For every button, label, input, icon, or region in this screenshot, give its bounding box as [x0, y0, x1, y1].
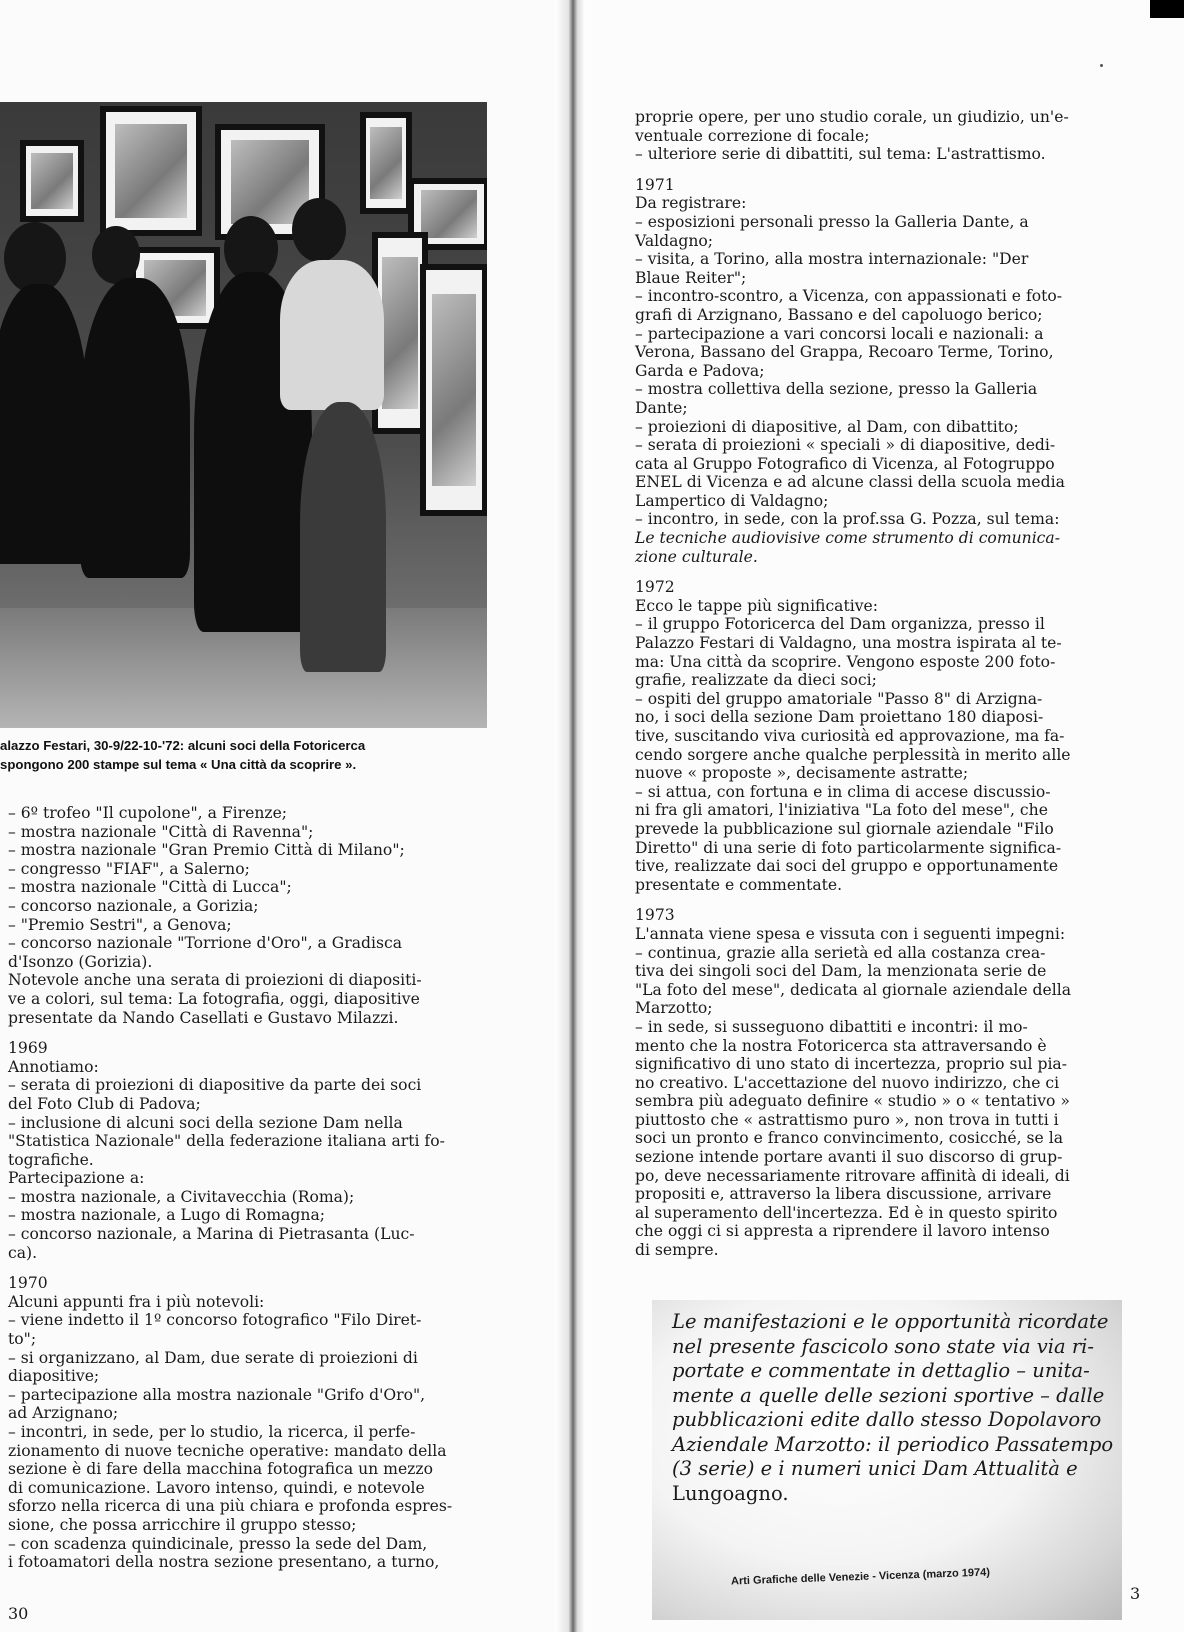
year-heading-1969: 1969 [8, 1039, 48, 1058]
text-line: – viene indetto il 1º concorso fotografico "Filo Diret- [8, 1311, 422, 1330]
page-number-left: 30 [8, 1604, 29, 1623]
text-line: ad Arzignano; [8, 1404, 119, 1423]
text-line: – mostra nazionale, a Civitavecchia (Roma); [8, 1187, 355, 1206]
year-heading-1971: 1971 [635, 175, 675, 194]
text-line: zionamento di nuove tecniche operative: mandato della [8, 1441, 447, 1460]
book-spine [555, 0, 585, 1632]
text-line: – il gruppo Fotoricerca del Dam organizza, presso il [635, 615, 1045, 634]
text-line: no creativo. L'accettazione del nuovo indirizzo, che ci [635, 1073, 1060, 1092]
text-line: "Statistica Nazionale" della federazione italiana arti fo- [8, 1132, 445, 1151]
text-line: significativo di uno stato di incertezza, proprio sul pia- [635, 1055, 1068, 1074]
corner-mark [1150, 0, 1184, 18]
text-line: Partecipazione a: [8, 1169, 145, 1188]
text-line: presentate e commentate. [635, 875, 843, 894]
text-line: L'annata viene spesa e vissuta con i seguenti impegni: [635, 924, 1066, 943]
text-line: soci un pronto e franco convincimento, cosicché, se la [635, 1129, 1064, 1148]
text-line: – serata di proiezioni di diapositive da parte dei soci [8, 1076, 422, 1095]
caption-line: spongono 200 stampe sul tema « Una città da scoprire ». [0, 757, 357, 772]
text-line: to"; [8, 1330, 37, 1349]
text-line: – mostra nazionale "Città di Lucca"; [8, 878, 292, 897]
text-line: proprie opere, per uno studio corale, un giudizio, un'e- [635, 108, 1069, 126]
text-line: che oggi ci si appresta a riprendere il lavoro intenso [635, 1222, 1050, 1241]
text-line: no, i soci della sezione Dam proiettano 180 diaposi- [635, 708, 1044, 727]
text-line: – visita, a Torino, alla mostra internazionale: "Der [635, 250, 1029, 269]
text-line: Garda e Padova; [635, 361, 765, 380]
text-line: – ospiti del gruppo amatoriale "Passo 8" di Arzigna- [635, 689, 1043, 708]
text-line: ve a colori, sul tema: La fotografia, oggi, diapositive [8, 989, 420, 1008]
quote-line: Le manifestazioni e le opportunità ricordate [672, 1310, 1109, 1333]
text-line: – incontro, in sede, con la prof.ssa G. Pozza, sul tema: [635, 510, 1060, 529]
exhibition-photo [0, 102, 487, 728]
text-line: prevede la pubblicazione sul giornale aziendale "Filo [635, 819, 1054, 838]
text-line: ni fra gli amatori, l'iniziativa "La foto del mese", che [635, 801, 1048, 820]
text-line: tiva dei singoli soci del Dam, la menzionata serie de [635, 962, 1047, 981]
quote-line: Lungoagno. [672, 1481, 789, 1505]
text-line: Verona, Bassano del Grappa, Recoaro Terme, Torino, [635, 343, 1054, 362]
text-line: – esposizioni personali presso la Galleria Dante, a [635, 212, 1029, 231]
text-line: Alcuni appunti fra i più notevoli: [8, 1292, 265, 1311]
text-line: – congresso "FIAF", a Salerno; [8, 859, 250, 878]
text-line: – 6º trofeo "Il cupolone", a Firenze; [8, 804, 288, 822]
text-line: cata al Gruppo Fotografico di Vicenza, al Fotogruppo [635, 454, 1055, 473]
text-line: – incontri, in sede, per lo studio, la ricerca, il perfe- [8, 1423, 416, 1441]
text-line: sezione intende portare avanti il suo discorso di grup- [635, 1148, 1063, 1167]
text-line: nuove « proposte », decisamente astratte; [635, 764, 969, 783]
text-line: cendo sorgere anche qualche perplessità in merito alle [635, 745, 1071, 764]
text-line: di sempre. [635, 1241, 719, 1260]
text-line: – proiezioni di diapositive, al Dam, con dibattito; [635, 417, 1019, 436]
text-line: Da registrare: [635, 194, 747, 213]
right-text-column [635, 108, 1175, 1260]
text-line: piuttosto che « astrattismo puro », non trova in tutti i [635, 1110, 1059, 1129]
printer-imprint: Arti Grafiche delle Venezie - Vicenza (marzo 1974) [730, 1566, 991, 1588]
text-line: "La foto del mese", dedicata al giornale aziendale della [635, 980, 1072, 999]
text-line: – serata di proiezioni « speciali » di diapositive, dedi- [635, 436, 1056, 455]
text-line: – con scadenza quindicinale, presso la sede del Dam, [8, 1534, 428, 1553]
text-line: sione, che possa arricchire il gruppo stesso; [8, 1515, 357, 1534]
text-line: ca). [8, 1243, 38, 1262]
text-line: – continua, grazie alla serietà ed alla costanza crea- [635, 943, 1046, 962]
text-line: – concorso nazionale "Torrione d'Oro", a Gradisca [8, 934, 402, 953]
text-line: Dante; [635, 398, 688, 417]
quote-line: mente a quelle delle sezioni sportive – dalle [672, 1383, 1105, 1407]
quote-line: (3 serie) e i numeri unici Dam Attualità e [672, 1457, 1078, 1480]
text-line: – mostra nazionale, a Lugo di Romagna; [8, 1206, 325, 1225]
speck [1100, 64, 1103, 67]
text-line: – concorso nazionale, a Marina di Pietrasanta (Luc- [8, 1225, 415, 1244]
left-text-column [8, 804, 548, 1572]
text-line: del Foto Club di Padova; [8, 1094, 201, 1113]
left-page [0, 0, 578, 1632]
text-line: mento che la nostra Fotoricerca sta attraversando è [635, 1036, 1047, 1055]
text-line: Notevole anche una serata di proiezioni di diapositi- [8, 971, 422, 990]
text-line: tografiche. [8, 1150, 94, 1169]
quote-line: pubblicazioni edite dallo stesso Dopolavoro [672, 1408, 1102, 1431]
text-line: – si organizzano, al Dam, due serate di proiezioni di [8, 1348, 418, 1367]
text-line: – mostra nazionale "Città di Ravenna"; [8, 822, 314, 841]
text-line: presentate da Nando Casellati e Gustavo Milazzi. [8, 1008, 399, 1027]
text-line: grafie, realizzate da dieci soci; [635, 671, 877, 690]
text-line: – partecipazione alla mostra nazionale "Grifo d'Oro", [8, 1385, 426, 1404]
text-line: tive, realizzate dai soci del gruppo e opportunamente [635, 857, 1059, 876]
text-line: Annotiamo: [8, 1057, 99, 1076]
text-line: po, deve necessariamente ritrovare affinità di ideali, di [635, 1166, 1070, 1185]
year-heading-1970: 1970 [8, 1274, 48, 1293]
text-line: Lampertico di Valdagno; [635, 491, 829, 510]
text-line: Palazzo Festari di Valdagno, una mostra ispirata al te- [635, 634, 1062, 653]
text-line: Ecco le tappe più significative: [635, 596, 879, 615]
text-line: – inclusione di alcuni soci della sezione Dam nella [8, 1113, 403, 1132]
text-line: – "Premio Sestri", a Genova; [8, 915, 232, 934]
text-line: sforzo nella ricerca di una più chiara e profonda espres- [8, 1497, 453, 1516]
text-line: – si attua, con fortuna e in clima di accese discussio- [635, 782, 1051, 801]
caption-line: alazzo Festari, 30-9/22-10-'72: alcuni soci della Fotoricerca [0, 738, 366, 753]
text-line: tive, suscitando viva curiosità ed approvazione, ma fa- [635, 727, 1065, 745]
text-line: – ulteriore serie di dibattiti, sul tema: L'astrattismo. [635, 145, 1046, 164]
text-line: ENEL di Vicenza e ad alcune classi della scuola media [635, 473, 1065, 492]
quote-line: portate e commentate in dettaglio – unita- [672, 1359, 1090, 1382]
text-line: al superamento dell'incertezza. Ed è in questo spirito [635, 1203, 1058, 1222]
quote-line: nel presente fascicolo sono state via via ri- [672, 1334, 1094, 1358]
text-line: ma: Una città da scoprire. Vengono esposte 200 foto- [635, 652, 1056, 671]
text-line: – partecipazione a vari concorsi locali e nazionali: a [635, 324, 1044, 343]
text-line: ventuale correzione di focale; [635, 126, 870, 145]
text-line: zione culturale. [635, 547, 758, 566]
text-line: – concorso nazionale, a Gorizia; [8, 896, 259, 915]
text-line: Marzotto; [635, 999, 713, 1018]
text-line: i fotoamatori della nostra sezione presentano, a turno, [8, 1553, 440, 1572]
text-line: propositi e, attraverso la libera discussione, arrivare [635, 1185, 1052, 1204]
text-line: grafi di Arzignano, Bassano e del capoluogo berico; [635, 305, 1043, 324]
photo-caption [0, 736, 490, 774]
text-line: – mostra nazionale "Gran Premio Città di Milano"; [8, 841, 405, 860]
text-line: – mostra collettiva della sezione, presso la Galleria [635, 380, 1038, 399]
text-line: – in sede, si susseguono dibattiti e incontri: il mo- [635, 1017, 1028, 1036]
quote-line: Aziendale Marzotto: il periodico Passatempo [672, 1432, 1114, 1456]
page-number-right: 3 [1130, 1584, 1141, 1603]
text-line: diapositive; [8, 1367, 100, 1386]
year-heading-1973: 1973 [635, 906, 675, 925]
text-line: d'Isonzo (Gorizia). [8, 952, 153, 971]
closing-note [672, 1310, 1114, 1650]
text-line: sezione è di fare della macchina fotografica un mezzo [8, 1460, 433, 1479]
text-line: Le tecniche audiovisive come strumento di comunica- [635, 529, 1060, 548]
text-line: – incontro-scontro, a Vicenza, con appassionati e foto- [635, 287, 1063, 306]
text-line: Diretto" di una serie di foto particolarmente significa- [635, 838, 1062, 857]
text-line: di comunicazione. Lavoro intenso, quindi, e notevole [8, 1478, 425, 1497]
year-heading-1972: 1972 [635, 578, 675, 597]
text-line: sembra più adeguato definire « studio » o « tentativo » [635, 1092, 1070, 1111]
text-line: Blaue Reiter"; [635, 268, 747, 287]
text-line: Valdagno; [635, 231, 714, 250]
